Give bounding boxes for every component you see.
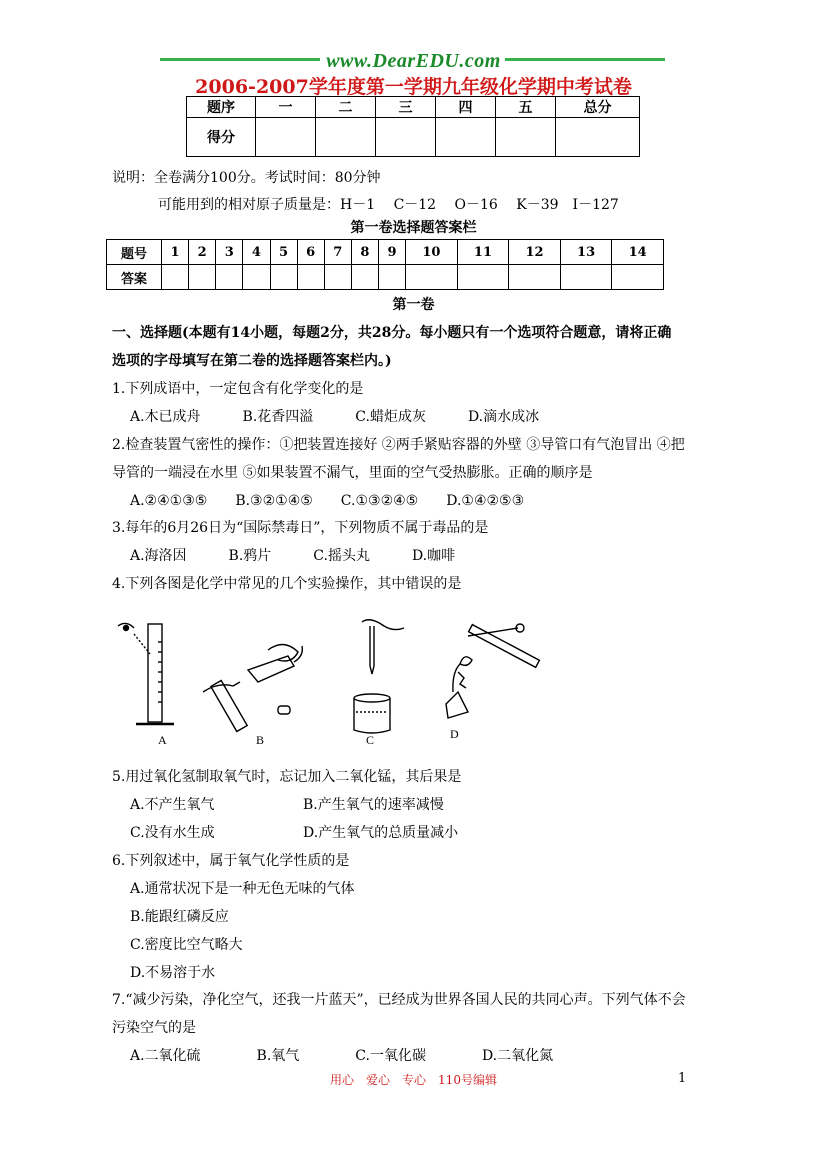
score-header-cell: 一: [256, 97, 316, 118]
question-2-line2: 导管的一端浸在水里 ⑤如果装置不漏气，里面的空气受热膨胀。正确的顺序是: [112, 465, 593, 481]
page-footer: 用心 爱心 专心 110号编辑: [330, 1073, 497, 1087]
answer-number-cell: 8: [351, 240, 378, 265]
page-title: 2006-2007学年度第一学期九年级化学期中考试卷: [195, 76, 632, 98]
figure-label-b: B: [256, 733, 265, 747]
figure-label-c: C: [366, 733, 375, 747]
score-cell[interactable]: [376, 118, 436, 157]
score-header-cell: 总分: [556, 97, 640, 118]
score-header-cell: 五: [496, 97, 556, 118]
answer-row-label: 答案: [107, 265, 162, 290]
question-6-option-d: D.不易溶于水: [130, 965, 216, 981]
question-6-option-b: B.能跟红磷反应: [130, 909, 229, 925]
answer-number-cell: 3: [216, 240, 243, 265]
answer-number-cell: 9: [379, 240, 406, 265]
question-5: 5.用过氧化氢制取氧气时，忘记加入二氧化锰，其后果是: [112, 769, 462, 785]
answer-input-cell[interactable]: [457, 265, 509, 290]
score-cell[interactable]: [556, 118, 640, 157]
question-2-line1: 2.检查装置气密性的操作：①把装置连接好 ②两手紧贴容器的外壁 ③导管口有气泡冒出 ④把: [112, 437, 685, 453]
score-header-cell: 四: [436, 97, 496, 118]
question-6-option-c: C.密度比空气略大: [130, 937, 243, 953]
answer-input-cell[interactable]: [189, 265, 216, 290]
question-5-option-b: B.产生氧气的速率减慢: [303, 797, 444, 813]
answer-number-cell: 5: [270, 240, 297, 265]
instructions-note: 说明：全卷满分100分。考试时间：80分钟: [112, 170, 381, 186]
atomic-mass-note: 可能用到的相对原子质量是：H－1 C－12 O－16 K－39 I－127: [158, 197, 619, 213]
score-cell[interactable]: [496, 118, 556, 157]
question-4: 4.下列各图是化学中常见的几个实验操作，其中错误的是: [112, 576, 462, 592]
section-heading-line2: 选项的字母填写在第二卷的选择题答案栏内。): [112, 353, 392, 369]
answer-input-cell[interactable]: [379, 265, 406, 290]
question-5-option-a: A.不产生氧气: [130, 797, 215, 813]
answer-input-cell[interactable]: [216, 265, 243, 290]
score-row-label: 得分: [187, 118, 256, 157]
answer-number-cell: 12: [509, 240, 561, 265]
question-3: 3.每年的6月26日为“国际禁毒日”，下列物质不属于毒品的是: [112, 520, 489, 536]
question-7-options: A.二氧化硫 B.氧气 C.一氧化碳 D.二氧化氮: [130, 1048, 554, 1064]
page-number: 1: [678, 1071, 687, 1086]
score-header-cell: 三: [376, 97, 436, 118]
question-2-options: A.②④①③⑤ B.③②①④⑤ C.①③②④⑤ D.①④②⑤③: [130, 493, 525, 509]
answer-number-cell: 11: [457, 240, 509, 265]
score-cell[interactable]: [256, 118, 316, 157]
answer-number-cell: 4: [243, 240, 270, 265]
answer-number-cell: 2: [189, 240, 216, 265]
answer-number-cell: 14: [612, 240, 664, 265]
question-5-option-d: D.产生氧气的总质量减小: [303, 825, 459, 841]
question-5-option-c: C.没有水生成: [130, 825, 215, 841]
figure-label-a: A: [158, 733, 167, 747]
pouring-reagent-icon: [203, 644, 302, 731]
answer-number-cell: 1: [162, 240, 189, 265]
figure-label-d: D: [450, 727, 459, 741]
graduated-cylinder-icon: [118, 623, 174, 724]
question-1: 1.下列成语中，一定包含有化学变化的是: [112, 381, 364, 397]
score-cell[interactable]: [436, 118, 496, 157]
volume-title: 第一卷: [392, 297, 435, 313]
heating-test-tube-icon: [446, 624, 539, 718]
dropper-beaker-icon: [354, 620, 404, 733]
answer-number-cell: 13: [560, 240, 612, 265]
answer-input-cell[interactable]: [270, 265, 297, 290]
score-cell[interactable]: [316, 118, 376, 157]
score-table: [186, 96, 640, 157]
question-7-line2: 污染空气的是: [112, 1020, 196, 1036]
answer-input-cell[interactable]: [406, 265, 458, 290]
answer-table: [106, 239, 664, 290]
section-heading-line1: 一、选择题(本题有14小题，每题2分，共28分。每小题只有一个选项符合题意，请将正确: [112, 325, 672, 341]
question-3-options: A.海洛因 B.鸦片 C.摇头丸 D.咖啡: [130, 548, 456, 564]
question-7-line1: 7.“减少污染，净化空气，还我一片蓝天”，已经成为世界各国人民的共同心声。下列气体不会: [112, 992, 686, 1008]
answer-input-cell[interactable]: [162, 265, 189, 290]
answer-input-cell[interactable]: [324, 265, 351, 290]
score-header-cell: 题序: [187, 97, 256, 118]
lab-operations-figure: [108, 612, 548, 752]
answer-input-cell[interactable]: [243, 265, 270, 290]
question-6: 6.下列叙述中，属于氧气化学性质的是: [112, 853, 350, 869]
answer-header-label: 题号: [107, 240, 162, 265]
answer-number-cell: 6: [297, 240, 324, 265]
answer-number-cell: 7: [324, 240, 351, 265]
answer-input-cell[interactable]: [297, 265, 324, 290]
answer-input-cell[interactable]: [560, 265, 612, 290]
question-1-options: A.木已成舟 B.花香四溢 C.蜡炬成灰 D.滴水成冰: [130, 409, 540, 425]
question-6-option-a: A.通常状况下是一种无色无味的气体: [130, 881, 355, 897]
answer-number-cell: 10: [406, 240, 458, 265]
answer-input-cell[interactable]: [351, 265, 378, 290]
answer-input-cell[interactable]: [612, 265, 664, 290]
site-brand[interactable]: www.DearEDU.com: [326, 50, 501, 72]
answer-input-cell[interactable]: [509, 265, 561, 290]
score-header-cell: 二: [316, 97, 376, 118]
answer-bar-title: 第一卷选择题答案栏: [350, 220, 477, 236]
